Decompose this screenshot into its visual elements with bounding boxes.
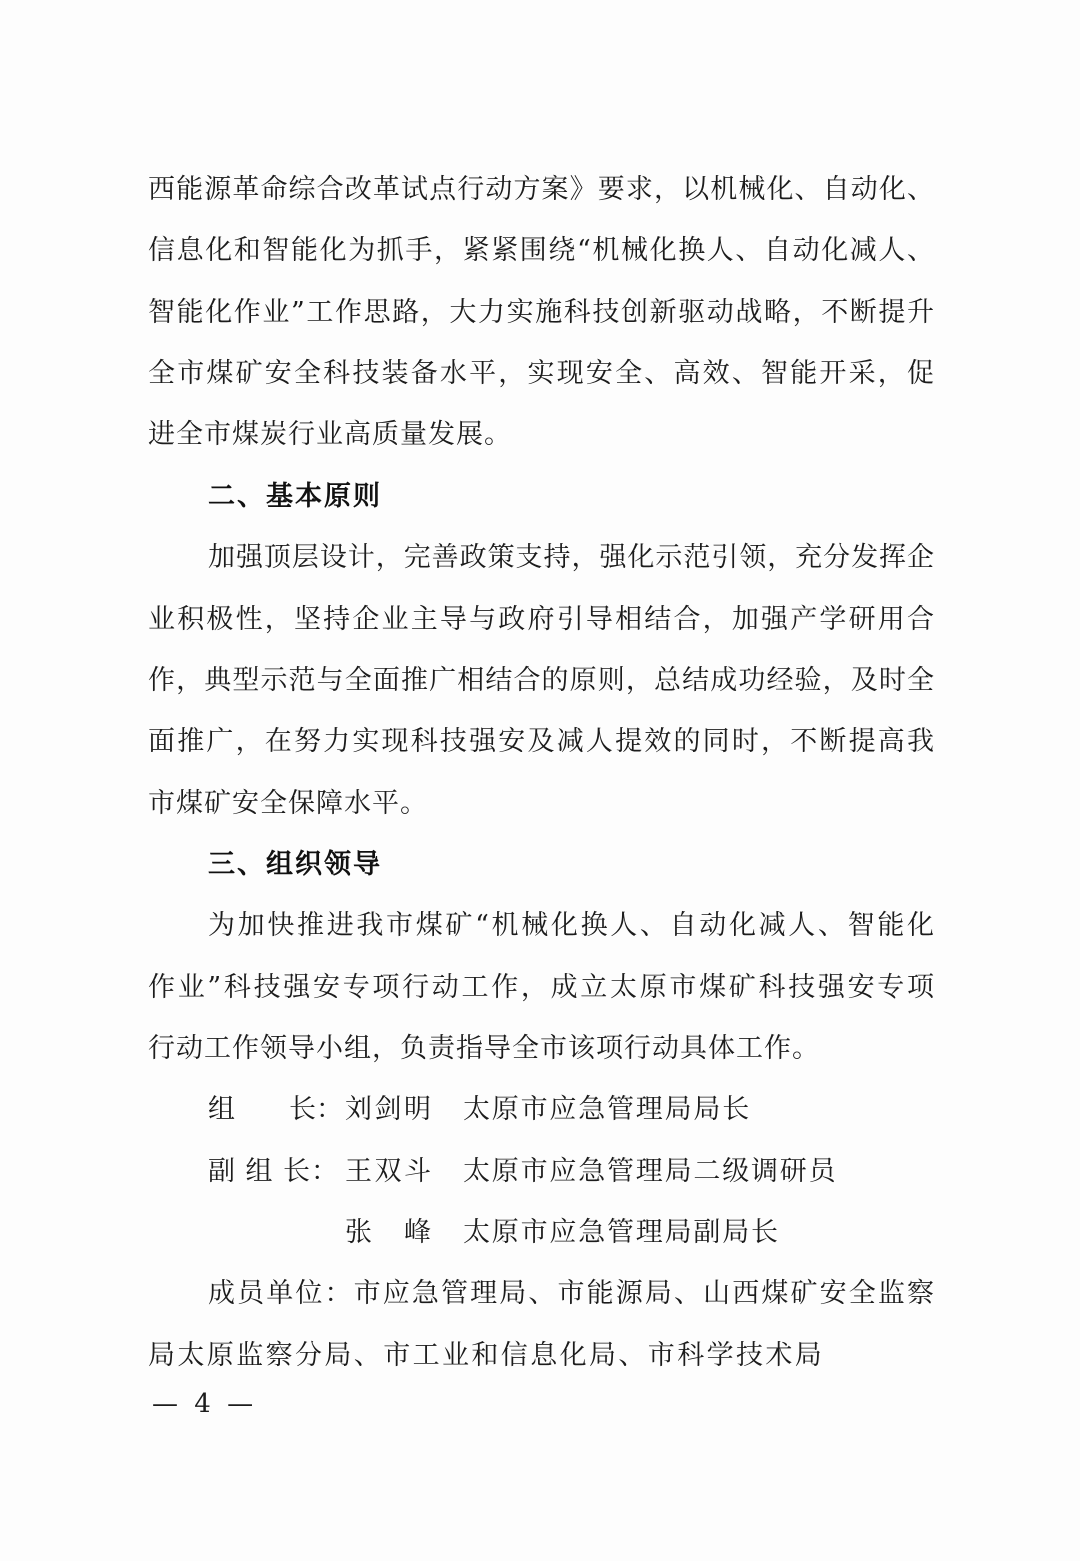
leader-role [208, 1202, 338, 1263]
section-heading-principles: 二、基本原则 [208, 480, 382, 512]
leader-name: 王双斗 [345, 1155, 431, 1187]
leader-position: 太原市应急管理局副局长 [463, 1217, 780, 1249]
leader-row [148, 1141, 934, 1202]
body-line: 市煤矿安全保障水平。 [148, 787, 428, 819]
body-line: 面推广，在努力实现科技强安及减人提效的同时，不断提高我 [148, 726, 934, 758]
body-line: 业积极性，坚持企业主导与政府引导相结合，加强产学研用合 [148, 603, 934, 635]
leader-row [148, 1202, 934, 1263]
body-line: 作，典型示范与全面推广相结合的原则，总结成功经验，及时全 [148, 664, 934, 696]
leader-role: 组 长： [208, 1094, 343, 1126]
leader-role: 副 组 长： [208, 1155, 338, 1187]
section-heading-organization: 三、组织领导 [208, 848, 382, 880]
body-line: 作业”科技强安专项行动工作，成立太原市煤矿科技强安专项 [148, 971, 934, 1003]
member-line: 局太原监察分局、市工业和信息化局、市科学技术局 [148, 1339, 825, 1371]
body-line: 为加快推进我市煤矿“机械化换人、自动化减人、智能化 [208, 910, 934, 942]
body-line: 西能源革命综合改革试点行动方案》要求，以机械化、自动化、 [148, 174, 934, 205]
leader-position: 太原市应急管理局二级调研员 [463, 1155, 838, 1187]
body-line: 进全市煤炭行业高质量发展。 [148, 419, 512, 451]
leader-row [148, 1079, 934, 1140]
leader-position: 太原市应急管理局局长 [463, 1094, 751, 1126]
body-line: 行动工作领导小组，负责指导全市该项行动具体工作。 [148, 1033, 820, 1065]
body-line: 智能化作业”工作思路，大力实施科技创新驱动战略，不断提升 [148, 296, 934, 328]
body-line: 全市煤矿安全科技装备水平，实现安全、高效、智能开采，促 [148, 358, 934, 390]
leader-name: 刘剑明 [345, 1094, 431, 1126]
body-line: 信息化和智能化为抓手，紧紧围绕“机械化换人、自动化减人、 [148, 235, 934, 267]
page-number: — 4 — [152, 1389, 258, 1419]
document-body [148, 159, 934, 1386]
leader-name: 张 峰 [345, 1217, 431, 1249]
member-line: 成员单位：市应急管理局、市能源局、山西煤矿安全监察 [208, 1278, 934, 1310]
body-line: 加强顶层设计，完善政策支持，强化示范引领，充分发挥企 [208, 542, 934, 574]
